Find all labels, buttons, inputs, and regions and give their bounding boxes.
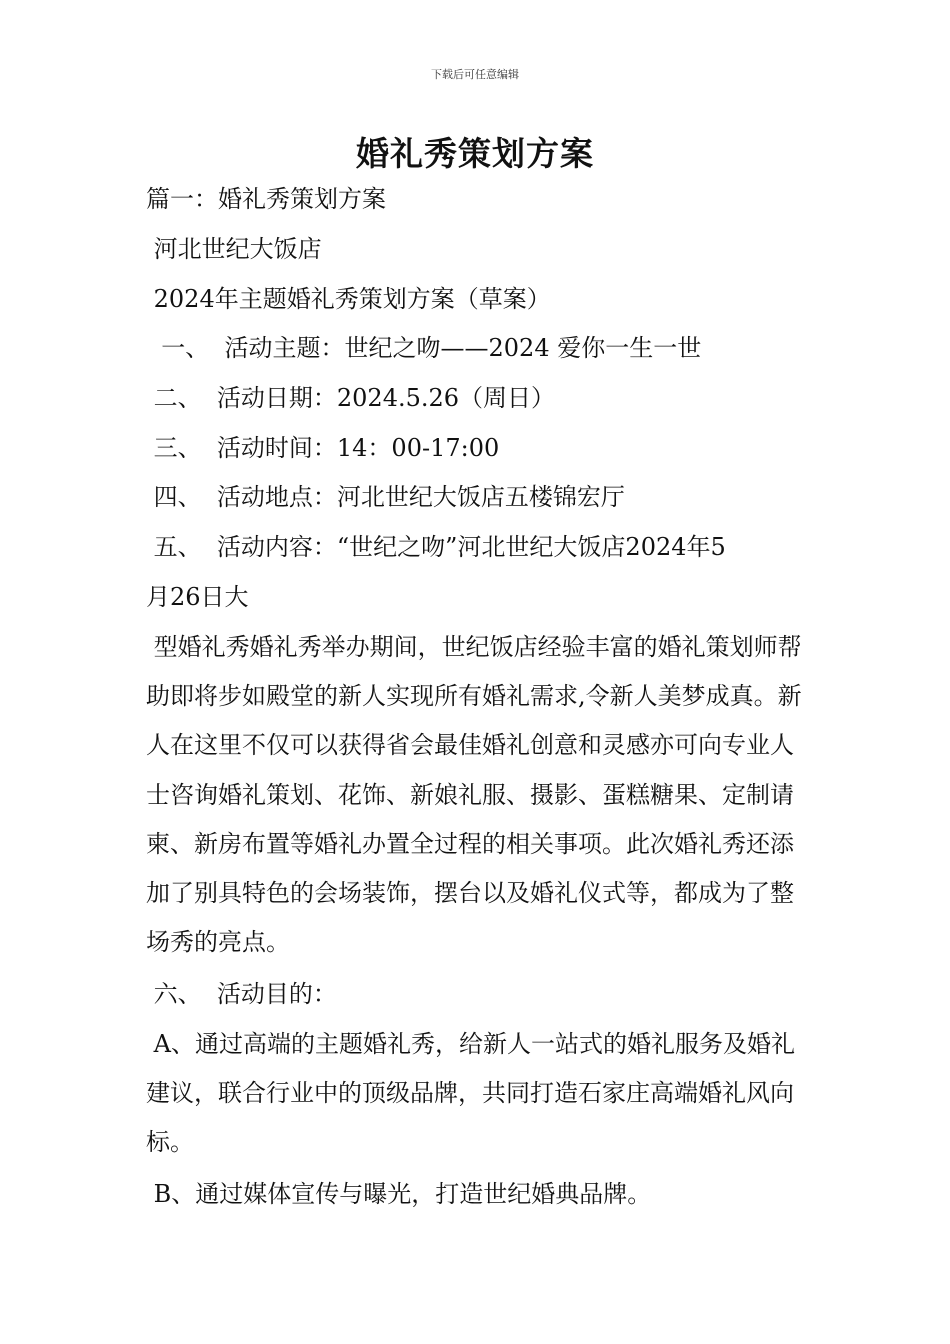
document-title: 婚礼秀策划方案 <box>356 134 594 173</box>
purpose-b-line: B、通过媒体宣传与曝光，打造世纪婚典品牌。 <box>146 1180 652 1208</box>
item-date: 二、 活动日期：2024.5.26（周日） <box>146 384 556 412</box>
purpose-a-paragraph: A、通过高端的主题婚礼秀，给新人一站式的婚礼服务及婚礼建议，联合行业中的顶级品牌，共同打造石家庄高端婚礼风向标。 <box>146 1030 795 1157</box>
item-location: 四、 活动地点：河北世纪大饭店五楼锦宏厅 <box>146 483 625 511</box>
plan-subtitle: 2024年主题婚礼秀策划方案（草案） <box>146 285 551 313</box>
item-theme: 一、 活动主题：世纪之吻——2024 爱你一生一世 <box>146 334 702 362</box>
item-time: 三、 活动时间：14：00-17:00 <box>146 434 500 462</box>
header-note: 下载后可任意编辑 <box>431 68 519 81</box>
section-heading: 篇一：婚礼秀策划方案 <box>146 185 386 213</box>
hotel-name: 河北世纪大饭店 <box>146 235 322 263</box>
item-purpose: 六、 活动目的： <box>146 980 337 1008</box>
content-paragraph: 型婚礼秀婚礼秀举办期间，世纪饭店经验丰富的婚礼策划师帮助即将步如殿堂的新人实现所有婚礼需求,令新人美梦成真。新人在这里不仅可以获得省会最佳婚礼创意和灵感亦可向专业人士咨询婚礼策划、花饰、新娘礼服、摄影、蛋糕糖果、定制请柬、新房布置等婚礼办置全过程的相关事项。此次婚礼秀还添加了别具特色的会场装饰，摆台以及婚礼仪式等，都成为了整场秀的亮点。 <box>146 633 802 957</box>
item-content-cont: 月26日大 <box>146 583 249 611</box>
item-content: 五、 活动内容：“世纪之吻”河北世纪大饭店2024年5 <box>146 533 726 561</box>
